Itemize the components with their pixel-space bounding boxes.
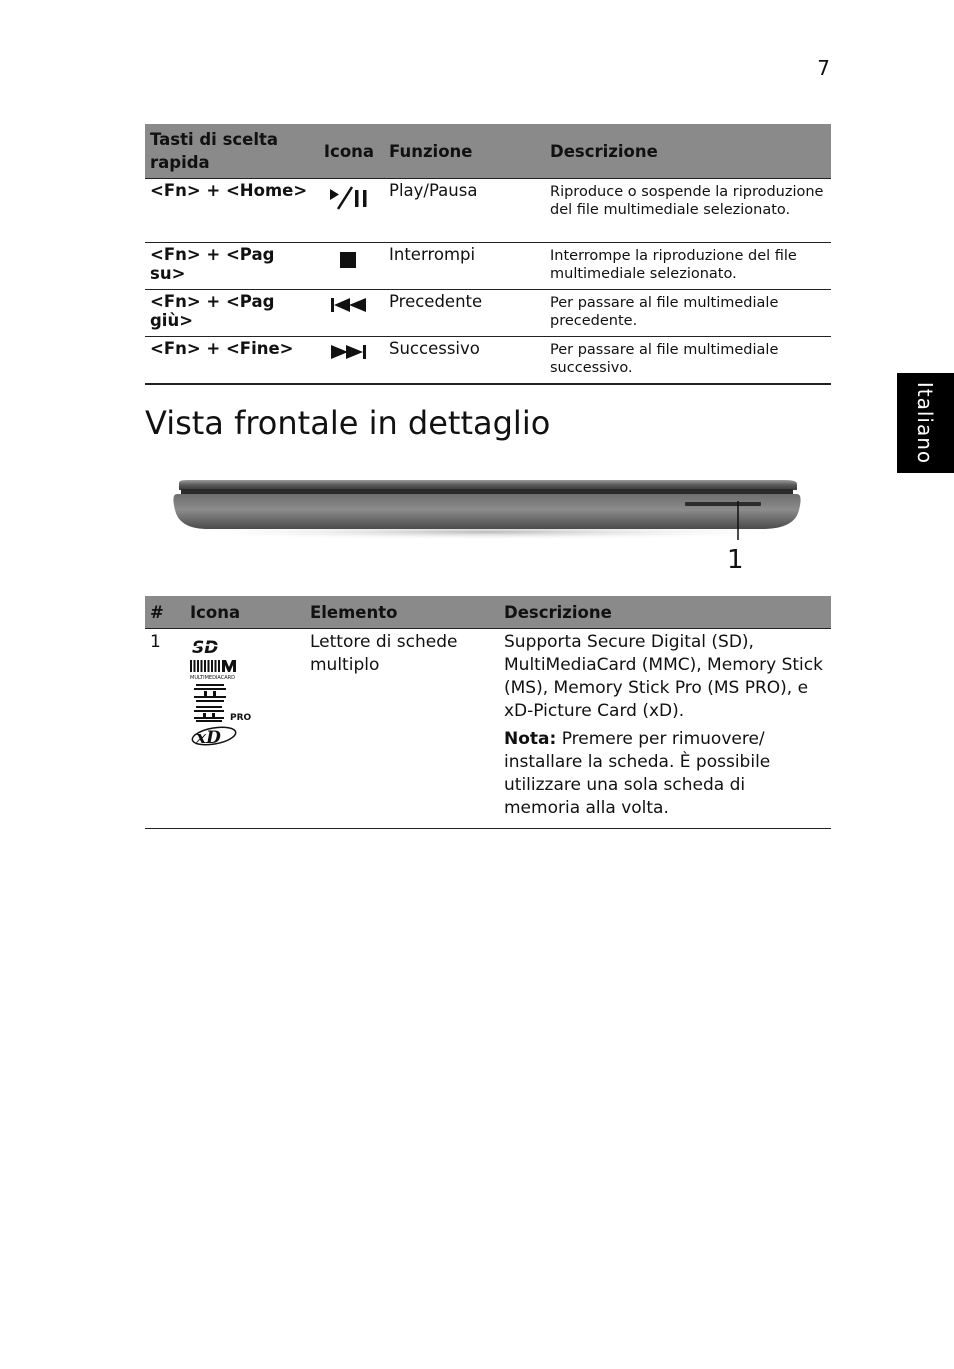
play-pause-icon bbox=[328, 185, 370, 211]
language-tab-label: Italiano bbox=[913, 381, 938, 465]
svg-text:PRO: PRO bbox=[230, 713, 252, 723]
previous-icon bbox=[330, 296, 368, 314]
table-row bbox=[145, 337, 831, 385]
element-note bbox=[504, 728, 826, 820]
shortcut-description: Interrompe la riproduzione del file multimediale selezionato. bbox=[545, 243, 831, 290]
element-name: Lettore di schede multiplo bbox=[305, 629, 499, 829]
shortcut-key: <Fn> + <Fine> bbox=[145, 337, 314, 385]
stop-icon bbox=[339, 249, 359, 269]
page-number: 7 bbox=[817, 56, 830, 80]
shortcut-function: Play/Pausa bbox=[384, 179, 545, 243]
table-header-row bbox=[145, 596, 831, 629]
row-number: 1 bbox=[145, 629, 185, 829]
shortcut-description: Per passare al file multimediale precedente. bbox=[545, 290, 831, 337]
shortcut-function: Interrompi bbox=[384, 243, 545, 290]
element-description: Supporta Secure Digital (SD), MultiMediaCard (MMC), Memory Stick (MS), Memory Stick Pro (MS PRO), e xD-Picture Card (xD). bbox=[504, 632, 823, 721]
language-tab bbox=[897, 373, 954, 473]
table-row bbox=[145, 629, 831, 829]
header-element: Elemento bbox=[305, 596, 499, 629]
header-number: # bbox=[145, 596, 185, 629]
front-detail-table bbox=[145, 596, 831, 829]
xd-logo-icon bbox=[190, 725, 238, 747]
table-row bbox=[145, 243, 831, 290]
table-row bbox=[145, 290, 831, 337]
header-function: Funzione bbox=[384, 124, 545, 179]
shortcut-description: Per passare al file multimediale successivo. bbox=[545, 337, 831, 385]
card-logos bbox=[190, 631, 300, 747]
table-row bbox=[145, 179, 831, 243]
header-icon: Icona bbox=[314, 124, 384, 179]
next-icon bbox=[330, 343, 368, 361]
shortcut-description: Riproduce o sospende la riproduzione del file multimediale selezionato. bbox=[545, 179, 831, 243]
shortcut-function: Successivo bbox=[384, 337, 545, 385]
laptop-front-view-image bbox=[165, 472, 810, 542]
shortcut-key: <Fn> + <Pag su> bbox=[145, 243, 314, 290]
memory-stick-logo-icon bbox=[190, 683, 234, 703]
note-label: Nota: bbox=[504, 729, 557, 749]
memory-stick-pro-logo-icon bbox=[190, 705, 256, 723]
svg-text:SD: SD bbox=[192, 638, 219, 657]
shortcuts-table bbox=[145, 124, 831, 385]
section-title: Vista frontale in dettaglio bbox=[145, 404, 551, 442]
header-description: Descrizione bbox=[499, 596, 831, 629]
shortcut-function: Precedente bbox=[384, 290, 545, 337]
table-header-row bbox=[145, 124, 831, 179]
svg-text:MULTIMEDIACARD: MULTIMEDIACARD bbox=[190, 675, 235, 681]
shortcut-key: <Fn> + <Pag giù> bbox=[145, 290, 314, 337]
multimediacard-logo-icon bbox=[190, 659, 242, 681]
callout-number: 1 bbox=[727, 545, 744, 575]
header-description: Descrizione bbox=[545, 124, 831, 179]
sd-logo-icon bbox=[190, 637, 226, 657]
header-icon: Icona bbox=[185, 596, 305, 629]
svg-text:xD: xD bbox=[196, 728, 221, 747]
note-text: Premere per rimuovere/ installare la scheda. È possibile utilizzare una sola scheda di memoria alla volta. bbox=[504, 729, 771, 818]
shortcut-key: <Fn> + <Home> bbox=[145, 179, 314, 243]
header-key: Tasti di scelta rapida bbox=[145, 124, 314, 179]
